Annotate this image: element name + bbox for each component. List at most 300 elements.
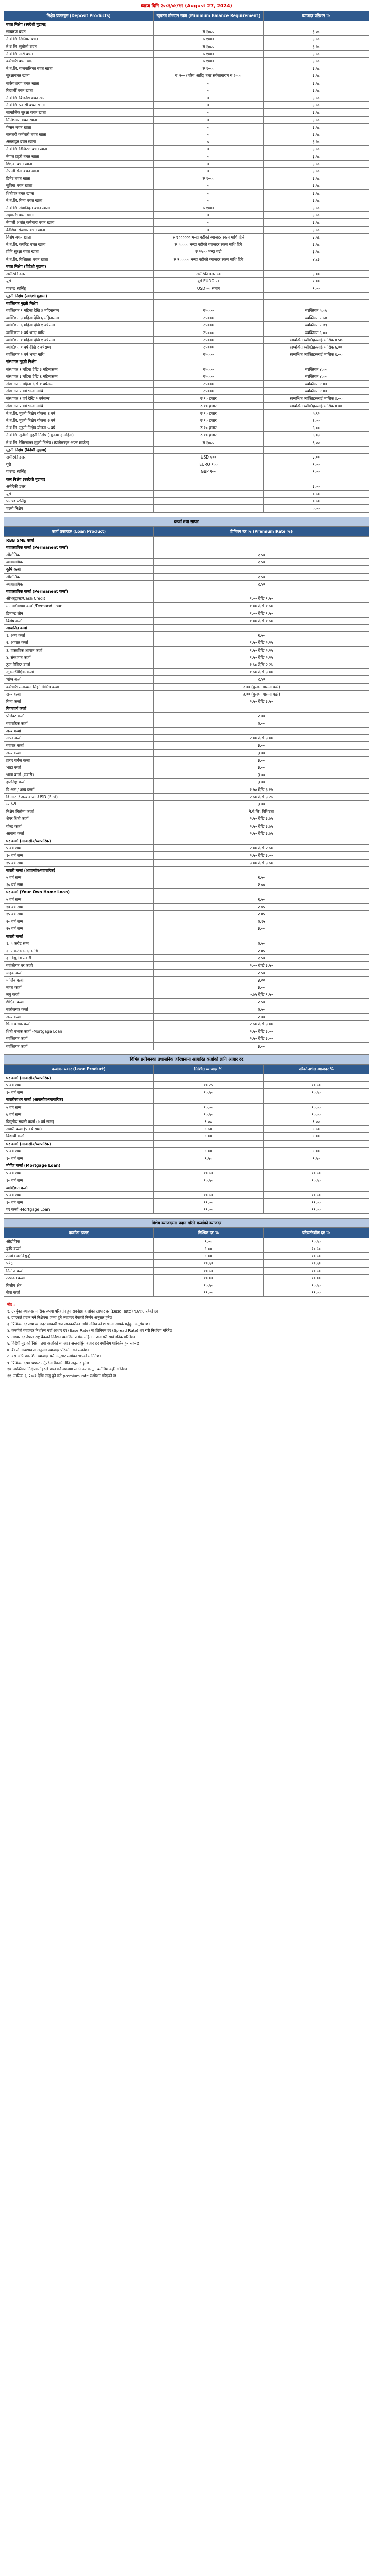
deposit-cell-3: ६.०० [263,439,369,446]
loan-cell-1: डि.आर./ अन्य कर्जा [4,786,154,793]
loan3-row [4,1289,369,1297]
loan-cell-1: १० वर्ष सम्म [4,881,154,889]
deposit-cell-1: व्यक्तिगत २ वर्ष भन्दा माथि [4,351,154,358]
loan-row [4,610,369,617]
loan2-cell-1: घर कर्जा -Mortgage Loan [4,1206,154,1213]
loan2-cell-2 [154,1162,263,1170]
loan3-cell-3: १०.५० [263,1267,369,1274]
loan-row [4,793,369,800]
loan-cell-1: औद्योगिक [4,551,154,559]
loan-cell-1: १. ५ करोड सम्म [4,940,154,947]
loan-row [4,976,369,984]
deposit-cell-2: ० [154,182,263,189]
loan2-cell-2 [154,1096,263,1103]
loan2-row [4,1177,369,1184]
deposit-cell-1: बचत निक्षेप (विदेशी मुद्रामा) [4,263,154,270]
deposit-cell-2: रु५००० [154,314,263,322]
deposit-cell-1: धितोपत्र बचत खाता [4,189,154,197]
loan2-row [4,1111,369,1118]
deposit-minimum-header: न्यूनतम मौज्दात रकम (Minimum Balance Requirement) [154,11,263,21]
loan-row [4,830,369,837]
loan2-cell-3: १०.०० [263,1111,369,1118]
loan-cell-2: ३.०० [154,984,369,991]
loan2-cell-1: मोर्गेज कर्जा (Mortgage Loan) [4,1162,154,1170]
deposit-cell-2: रु १० हजार [154,424,263,432]
deposit-row [4,491,369,498]
deposit-cell-3: ३.५८ [263,197,369,204]
deposit-cell-3: सम्बन्धित व्यक्तिहरुलाई मासिक ६.०० [263,343,369,351]
loan-cell-1: गोल्ड कर्जा [4,823,154,830]
loan2-row [4,1082,369,1089]
loan-cell-2: २.०० [154,881,369,889]
loan-cell-1: आयातित कर्जा [4,625,154,632]
loan-cell-1: ट्रस्ट रिसिप्ट कर्जा [4,661,154,669]
deposit-cell-1: व्यक्तिगत १ महिना देखि ३ महिनासम्म [4,307,154,314]
deposit-row [4,270,369,277]
loan-cell-2: १.५० [154,896,369,903]
loan-cell-2: ३.०० (कुनमा मासमा बढी) [154,690,369,698]
loan-cell-1: २. आयात कर्जा [4,639,154,646]
loan-cell-1: १५ वर्ष सम्म [4,910,154,918]
deposit-cell-3: ३.५८ [263,58,369,65]
loan-cell-1: १५ वर्ष सम्म [4,859,154,866]
deposit-cell-3: व्यक्तिगत ४.०० [263,380,369,387]
deposit-cell-2: ० [154,226,263,233]
deposit-cell-3: ३.५८ [263,233,369,241]
deposit-cell-3: ३.५८ [263,138,369,146]
deposit-cell-3: ३.५८ [263,175,369,182]
deposit-cell-2: रु १० हजार [154,395,263,402]
deposit-row [4,329,369,336]
loan-cell-2 [154,727,369,734]
loan-cell-2: २.५० [154,940,369,947]
deposit-cell-3: ३.५८ [263,248,369,256]
loan-cell-2: ३.०० [154,742,369,749]
loan-row [4,866,369,874]
loan-cell-1: आवास कर्जा [4,830,154,837]
loan-cell-2: १.०० देखि १.५० [154,603,369,610]
deposit-row [4,87,369,94]
deposit-cell-1: पाउण्ड स्टर्लिङ्ग [4,285,154,292]
loan-cell-1: १० वर्ष सम्म [4,852,154,859]
deposit-cell-2: रु५००० [154,322,263,329]
deposit-cell-3: १.०० [263,278,369,285]
loan-cell-2: २.५० देखि ३.७५ [154,830,369,837]
deposit-cell-3 [263,446,369,453]
loan-row [4,771,369,779]
loan-cell-1: कृषि कर्जा [4,566,154,573]
loan-row [4,573,369,580]
loan-cell-1: १० वर्ष सम्म [4,903,154,910]
deposit-cell-1: ने.बं.लि. डिजिटल बचत खाता [4,146,154,153]
loan-cell-1: ग्यारेन्टी [4,800,154,808]
loan3-cell-3: १०.५० [263,1260,369,1267]
loan-row [4,559,369,566]
note-line: १. उपर्युक्त व्याजदर मासिक रुपमा परिवर्तन हुन सक्नेछ। कर्जाको आधार दर (Base Rate) ९.६९% रहेको छ। [7,1308,158,1314]
deposit-cell-3: ३.५८ [263,131,369,138]
loan2-banner: विभिन्न प्रयोजनका प्रशासनिक जरिवानामा आधारित कर्जाको लागि आधार दर [4,1054,369,1064]
deposit-cell-2: रु५००० [154,366,263,373]
loan-cell-1: कर्मचारी सम्बन्धमा लिइने विभिन्न कर्जा [4,683,154,690]
loan-cell-2 [154,866,369,874]
deposit-cell-1: वैदेशिक रोजगार बचत खाता [4,226,154,233]
loan-cell-2: १.५० देखि २.२५ [154,661,369,669]
deposit-row [4,505,369,512]
deposit-row [4,307,369,314]
deposit-row [4,43,369,50]
loan-row [4,764,369,771]
loan-cell-1: घर कर्जा (Your Own Home Loan) [4,889,154,896]
loan2-header-row [4,1064,369,1074]
deposit-row [4,468,369,476]
loan3-row [4,1238,369,1245]
deposit-cell-2 [154,483,263,490]
note-line: १०. व्यक्तिगत निक्षेपकर्ताहरुले प्राप्त गर्ने व्याजमा लाग्ने कर कानून बमोजिम कट्टी गरिनेछ। [7,1367,127,1372]
loan2-cell-3: ९.५० [263,1155,369,1162]
deposit-cell-2: रु २५०० भन्दा बढी [154,248,263,256]
deposit-cell-2: USD ५० समान [154,285,263,292]
loan-row [4,1042,369,1050]
deposit-cell-3: ३.५८ [263,146,369,153]
loan-row [4,683,369,690]
loan3-row [4,1267,369,1274]
loan-row [4,918,369,925]
deposit-cell-3: ३.५८ [263,182,369,189]
loan-cell-2: २.०० [154,720,369,727]
loan-row [4,588,369,595]
deposit-row [4,292,369,299]
deposit-row [4,417,369,424]
deposit-cell-3: ३.५८ [263,123,369,131]
loan2-cell-3: ९.५० [263,1126,369,1133]
deposit-row [4,285,369,292]
deposit-row [4,278,369,285]
loan3-cell-3: १०.५० [263,1282,369,1289]
deposit-cell-2: रु५००० [154,343,263,351]
loan-row [4,705,369,713]
deposit-cell-2: USD १०० [154,453,263,461]
loan2-row [4,1133,369,1140]
loan3-row [4,1274,369,1282]
loan-cell-2: २.५० [154,969,369,976]
deposit-cell-1: संस्थागत मुद्दती निक्षेप [4,358,154,366]
loan2-cell-2: १०.५० [154,1089,263,1096]
loan-cell-1: डिमान्ड लोन [4,610,154,617]
loan-cell-2 [154,544,369,551]
loan-cell-1: स्टुडेन्ट/शैक्षिक कर्जा [4,669,154,676]
deposit-cell-2: रु५००० [154,307,263,314]
loan-cell-2 [154,933,369,940]
loan2-cell-2: ९.५० [154,1126,263,1133]
deposit-cell-1: अमेरिकी डलर [4,483,154,490]
loan-row [4,881,369,889]
loan-cell-1: ४. संस्थागत कर्जा [4,654,154,661]
loan2-cell-1: ५ वर्ष सम्म [4,1147,154,1155]
deposit-cell-3: ४.८३ [263,256,369,263]
loan2-cell-3: ११.०० [263,1199,369,1206]
loan-cell-2: ०.७५ देखि १.५० [154,991,369,999]
loan2-row [4,1140,369,1147]
deposit-cell-2: रु ५०००० भन्दा बढीको व्याजदर रकम माथि दिने [154,241,263,248]
loan2-cell-3: ९.०० [263,1147,369,1155]
loan2-row [4,1170,369,1177]
deposit-cell-2: रु५००० [154,351,263,358]
deposit-row [4,424,369,432]
deposit-cell-3: ३.०० [263,453,369,461]
loan3-cell-2: ११.०० [154,1289,263,1297]
deposit-row [4,36,369,43]
loan-row [4,756,369,764]
deposit-cell-3: ३.५८ [263,87,369,94]
loan-cell-1: अन्य कर्जा [4,690,154,698]
loan-row [4,815,369,823]
deposit-cell-2: रु १० हजार [154,432,263,439]
deposit-cell-1: संस्थागत १ महिना देखि ३ महिनासम्म [4,366,154,373]
deposit-cell-1: युरो [4,491,154,498]
loan2-row [4,1155,369,1162]
loan2-body [4,1074,369,1213]
deposit-row [4,116,369,123]
deposit-cell-1: ने.बं.लि. नारी बचत [4,50,154,57]
deposit-cell-1: ने.बं.लि. सुनौलो बचत [4,43,154,50]
deposit-cell-2: ० [154,109,263,116]
loan3-row [4,1282,369,1289]
loan-cell-1: नाफा कर्जा [4,735,154,742]
loan-row [4,713,369,720]
loan-cell-1: मागमा/मागमा कर्जा /Demand Loan [4,603,154,610]
loan2-row [4,1103,369,1111]
loan-row [4,896,369,903]
loan-row [4,1006,369,1013]
loan-cell-1: व्यावसायिक [4,559,154,566]
loan-cell-1: बिशेष कर्जा [4,617,154,624]
loan-row [4,940,369,947]
loan3-row [4,1253,369,1260]
deposit-cell-3 [263,21,369,28]
loan2-row [4,1089,369,1096]
loan3-header-row [4,1228,369,1238]
loan3-fixed-header: निश्चित दर % [154,1228,263,1238]
loan3-cell-2: ९.०० [154,1245,263,1252]
loan-cell-2: २.४५ [154,903,369,910]
deposit-cell-2: ० [154,87,263,94]
deposit-row [4,102,369,109]
deposit-cell-3: व्यक्तिगत ५.५७ [263,314,369,322]
deposit-row [4,322,369,329]
loan2-cell-3: १०.५० [263,1177,369,1184]
loan-row [4,955,369,962]
loan-cell-2: २.०० [154,713,369,720]
loan2-row [4,1096,369,1103]
loan2-row [4,1192,369,1199]
loan-cell-2: २.७५ [154,947,369,954]
loan-cell-1: भाडा कर्जा [4,764,154,771]
deposit-cell-1: कल निक्षेप (स्वदेशी मुद्रामा) [4,476,154,483]
deposit-row [4,483,369,490]
deposit-cell-1: ने.बं.लि. रेमिट्यान्स मुद्दती निक्षेप (भ्यालेन्टाइन अफर मार्फत) [4,439,154,446]
deposit-cell-1: संस्थागत १ वर्ष भन्दा माथि [4,388,154,395]
deposit-cell-1: सहकारी बचत खाता [4,212,154,219]
deposit-cell-3 [263,476,369,483]
deposit-row [4,65,369,72]
deposit-cell-3: सम्बन्धित व्यक्तिहरुलाई मासिक ४.०० [263,402,369,409]
loan3-cell-2: १०.५० [154,1282,263,1289]
loan-cell-2: २.०० देखि २.५० [154,845,369,852]
deposit-cell-2: रु १००० [154,439,263,446]
loan-row [4,595,369,603]
loan2-row [4,1199,369,1206]
loan2-row [4,1206,369,1213]
loan2-cell-1: विद्यार्थी कर्जा [4,1133,154,1140]
loan-cell-1: अन्य कर्जा [4,727,154,734]
loan-cell-2: २.५० [154,999,369,1006]
loan2-cell-2: ११.०० [154,1199,263,1206]
loan-row [4,933,369,940]
loan-cell-1: भाडा कर्जा (सवारी) [4,771,154,779]
deposit-row [4,498,369,505]
loan-cell-1: शैक्षिक कर्जा [4,999,154,1006]
deposit-row [4,358,369,366]
loan-product-header: कर्जा प्रकारहरु (Loan Product) [4,527,154,536]
deposit-cell-2: ० [154,219,263,226]
deposit-cell-2: ० [154,160,263,167]
deposit-row [4,373,369,380]
deposit-cell-1: अमेरिकी डलर [4,270,154,277]
deposit-row [4,212,369,219]
deposit-row [4,314,369,322]
deposit-cell-1: विद्यार्थी बचत खाता [4,87,154,94]
loan2-cell-2: १०.५० [154,1170,263,1177]
loan2-row [4,1184,369,1191]
loan-row [4,969,369,976]
loan-cell-1: व्यावसायिक कर्जा (Permanent कर्जा) [4,544,154,551]
deposit-row [4,256,369,263]
loan3-cell-3: १०.५० [263,1238,369,1245]
loan-row [4,808,369,815]
loan2-product-header: कर्जाका प्रकार (Loan Product) [4,1064,154,1074]
loan-row [4,625,369,632]
deposit-row [4,94,369,102]
deposit-cell-3 [263,358,369,366]
deposit-cell-2 [154,292,263,299]
deposit-row [4,409,369,417]
loan-row [4,749,369,756]
deposit-cell-2: रु १० हजार [154,402,263,409]
deposit-cell-2: रु १००० [154,36,263,43]
deposit-row [4,50,369,57]
loan-cell-1: धितो बन्धक कर्जा -Mortgage Loan [4,1028,154,1035]
loan-row [4,837,369,844]
deposit-cell-3: ३.५८ [263,36,369,43]
loan3-cell-1: वित्तीय क्षेत्र [4,1282,154,1289]
deposit-cell-1: ने.बं.लि. बालबालिका बचत खाता [4,65,154,72]
loan-cell-1: नाफा कर्जा [4,984,154,991]
deposit-cell-1: सरकारी कर्मचारी बचत खाता [4,131,154,138]
loan2-cell-2 [154,1184,263,1191]
loan-row [4,1013,369,1020]
loan-row [4,735,369,742]
loan-cell-2: २.५० [154,1006,369,1013]
deposit-cell-3: सम्बन्धित व्यक्तिहरुलाई मासिक ४.५७ [263,336,369,343]
page-title: ब्याज दिनि २०८१/०४/१२ (August 27, 2024) [141,4,232,9]
loan2-cell-3: १०.५० [263,1082,369,1089]
loan-cell-2: २.५० देखि ३.०० [154,1035,369,1042]
loan2-cell-3 [263,1140,369,1147]
loan3-cell-1: उत्पादन कर्जा [4,1274,154,1282]
loan-row [4,845,369,852]
deposit-row [4,168,369,175]
loan2-cell-1: १० वर्ष सम्म [4,1199,154,1206]
deposit-cell-2: ० [154,212,263,219]
loan-row [4,786,369,793]
loan-cell-1: विपन्नवर्ग कर्जा [4,705,154,713]
loan-row [4,1035,369,1042]
loan2-cell-2: ९.५० [154,1155,263,1162]
loan-cell-2: ३.०० [154,1042,369,1050]
loan-cell-1: २० वर्ष सम्म [4,918,154,925]
loan2-cell-2: ९.०० [154,1147,263,1155]
deposit-row [4,432,369,439]
loan3-floating-header: परिवर्तनशील दर % [263,1228,369,1238]
note-line: २. ग्राहकले प्रदान गर्ने निक्षेपमा जम्मा हुने व्याजदर बैंकको निर्णय अनुसार हुनेछ। [7,1315,114,1320]
loan-row [4,800,369,808]
deposit-cell-3: व्यक्तिगत ५.७९ [263,322,369,329]
loan3-cell-2: १०.५० [154,1267,263,1274]
deposit-cell-1: व्यक्तिगत ३ महिना देखि ६ महिनासम्म [4,314,154,322]
deposit-cell-3: ३.५८ [263,160,369,167]
deposit-cell-1: कर्मचारी बचत खाता [4,58,154,65]
loan-cell-1: सवारी कर्जा (आवासीय/व्यापारिक) [4,866,154,874]
loan2-cell-1: विद्युतीय सवारी कर्जा (५ वर्ष सम्म) [4,1118,154,1126]
loan2-cell-3: ९.०० [263,1133,369,1140]
deposit-row [4,153,369,160]
note-line: ६. विदेशी मुद्राको निक्षेप तथा कर्जाको व्याजदर अन्तर्राष्ट्रिय बजार दर बमोजिम परिवर्तन हुन सक्नेछ। [7,1341,141,1346]
loan2-row [4,1126,369,1133]
loan3-cell-2: १०.०० [154,1274,263,1282]
deposit-cell-2: रु १००० [154,43,263,50]
deposit-cell-1: सुरक्षाबचत खाता [4,72,154,80]
loan-cell-1: २. ५ करोड भन्दा माथि [4,947,154,954]
deposit-cell-2: रु५००० [154,373,263,380]
deposit-cell-3 [263,263,369,270]
loan-cell-2: २.७५ [154,910,369,918]
loan2-cell-2: ९.०० [154,1118,263,1126]
deposit-row [4,21,369,28]
deposit-cell-3: ३.५८ [263,102,369,109]
loan-row [4,669,369,676]
loan-cell-2: ३.०० देखि ३.५० [154,859,369,866]
deposit-cell-2: रु १० हजार [154,409,263,417]
deposit-cell-1: ने.बं.लि. प्रवासी बचत खाता [4,102,154,109]
loan-cell-1: बिमा कर्जा [4,698,154,705]
deposit-cell-1: डिमेट बचत खाता [4,175,154,182]
loan-premium-header: प्रिमियम दर % (Premium Rate %) [154,527,369,536]
loan2-cell-1: १० वर्ष सम्म [4,1177,154,1184]
loan-cell-2: २.०० देखि ३.५० [154,962,369,969]
deposit-cell-2: रु २०० (गरिब आदि) तथा सर्वसाधारण रु २५०० [154,72,263,80]
loan2-cell-1: ५ वर्ष सम्म [4,1103,154,1111]
loan-cell-2: २.५० देखि ३.५० [154,698,369,705]
note-line: ५. आधार दर नेपाल राष्ट्र बैंकको निर्देशन बमोजिम प्रत्येक महिना गणना गरी सार्वजनिक गरिनेछ। [7,1334,135,1339]
deposit-cell-2 [154,491,263,498]
note-line: ३. प्रिमियम दर तथा व्याजदर सम्बन्धी थप जानकारीका लागि नजिकको शाखामा सम्पर्क गर्नुहुन अनुरोध छ। [7,1321,150,1326]
deposit-cell-2 [154,498,263,505]
loan-cell-1: RBB SME कर्जा [4,536,154,544]
deposit-cell-1: संस्थागत १ वर्ष देखि २ वर्षसम्म [4,395,154,402]
loan-cell-2: १.०० देखि १.५० [154,595,369,603]
loan-cell-2: १.५० [154,874,369,881]
loan2-cell-2: ११.०० [154,1206,263,1213]
